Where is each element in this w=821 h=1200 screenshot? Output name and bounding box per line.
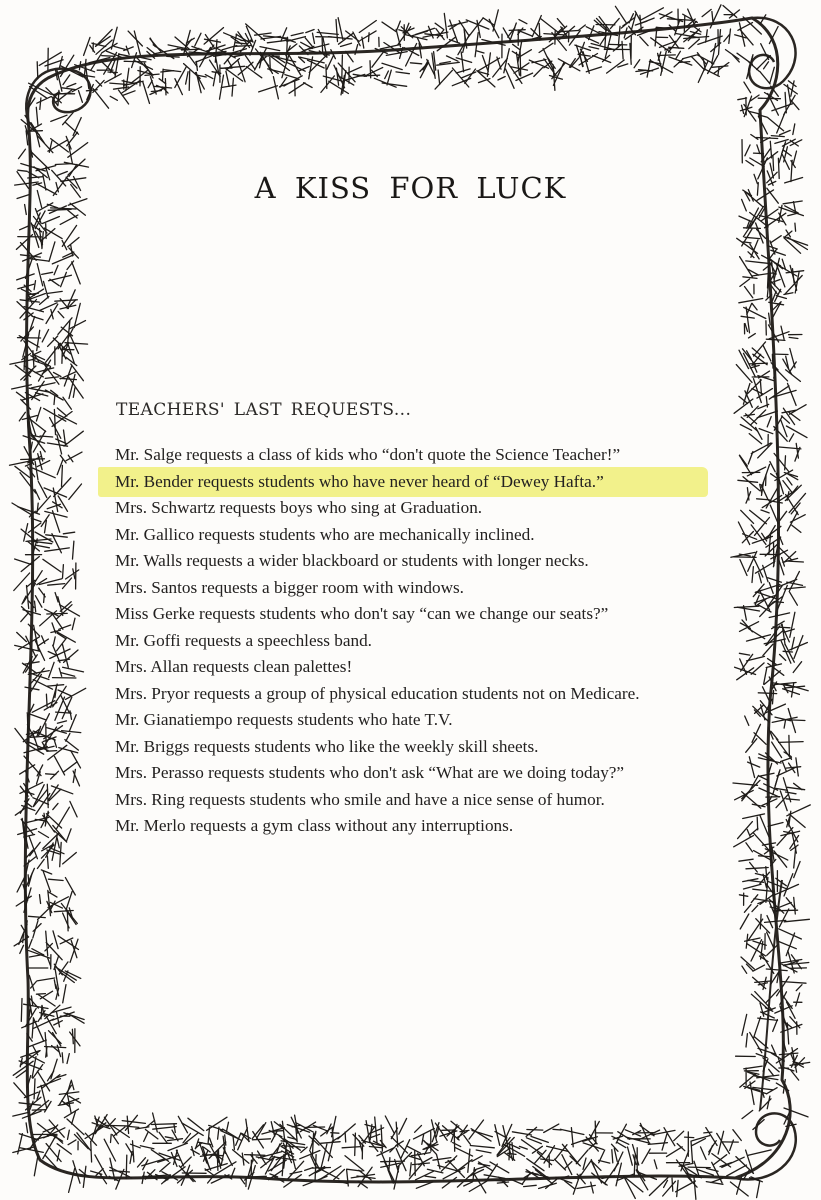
hatch-stroke xyxy=(595,1121,596,1144)
hatch-stroke xyxy=(688,1167,710,1168)
hatch-stroke xyxy=(787,1002,796,1018)
hatch-stroke xyxy=(760,914,761,928)
hatch-stroke xyxy=(624,1176,636,1198)
hatch-stroke xyxy=(795,223,796,231)
hatch-stroke xyxy=(185,39,192,48)
request-line xyxy=(0,442,821,469)
hatch-stroke xyxy=(685,1137,694,1138)
hatch-stroke xyxy=(744,228,761,229)
hatch-stroke xyxy=(124,47,133,51)
hatch-stroke xyxy=(251,1176,266,1177)
hatch-stroke xyxy=(342,55,343,79)
hatch-stroke xyxy=(770,236,781,243)
hatch-stroke xyxy=(777,941,796,949)
hatch-stroke xyxy=(108,72,117,73)
hatch-stroke xyxy=(788,383,797,405)
request-text: Mrs. Ring requests students who smile and have a nice sense of humor. xyxy=(115,789,605,809)
hatch-stroke xyxy=(119,54,130,56)
hatch-stroke xyxy=(91,1141,92,1162)
request-line-highlighted xyxy=(0,469,821,496)
request-line xyxy=(0,707,821,734)
request-text: Mrs. Pryor requests a group of physical education students not on Medicare. xyxy=(115,683,640,703)
hatch-stroke xyxy=(667,19,693,21)
hatch-stroke xyxy=(21,999,22,1022)
section-heading: TEACHERS' LAST REQUESTS... xyxy=(116,400,412,420)
hatch-stroke xyxy=(102,56,115,57)
hatch-stroke xyxy=(790,349,795,368)
hatch-stroke xyxy=(20,945,24,953)
hatch-stroke xyxy=(796,993,800,1006)
hatch-stroke xyxy=(786,370,801,382)
hatch-stroke xyxy=(306,30,314,33)
hatch-stroke xyxy=(163,69,164,80)
hatch-stroke xyxy=(758,98,780,99)
hatch-stroke xyxy=(704,1132,712,1133)
hatch-stroke xyxy=(14,1083,27,1098)
hatch-stroke xyxy=(165,79,166,95)
hatch-stroke xyxy=(729,10,739,18)
hatch-stroke xyxy=(539,24,540,41)
hatch-stroke xyxy=(241,40,253,41)
hatch-stroke xyxy=(313,33,315,43)
request-line xyxy=(0,495,821,522)
hatch-stroke xyxy=(791,1070,799,1080)
hatch-stroke xyxy=(189,71,190,91)
hatch-stroke xyxy=(346,31,360,41)
request-line xyxy=(0,548,821,575)
hatch-stroke xyxy=(19,149,26,158)
hatch-stroke xyxy=(54,396,55,404)
hatch-stroke xyxy=(591,1182,594,1193)
page-title: A KISS FOR LUCK xyxy=(254,171,567,205)
hatch-stroke xyxy=(609,44,627,45)
hatch-stroke xyxy=(509,30,525,31)
request-line xyxy=(0,734,821,761)
hatch-stroke xyxy=(794,897,796,914)
hatch-stroke xyxy=(768,117,784,130)
request-text: Miss Gerke requests students who don't say “can we change our seats?” xyxy=(115,604,609,623)
hatch-stroke xyxy=(195,33,201,46)
request-text: Mr. Walls requests a wider blackboard or students with longer necks. xyxy=(115,551,589,570)
hatch-stroke xyxy=(26,1123,28,1133)
request-text: Mrs. Santos requests a bigger room with windows. xyxy=(115,577,464,597)
request-text: Mr. Briggs requests students who like the weekly skill sheets. xyxy=(115,736,539,756)
hatch-stroke xyxy=(786,426,807,438)
request-line xyxy=(0,575,821,602)
request-text: Mrs. Allan requests clean palettes! xyxy=(115,657,353,676)
hatch-stroke xyxy=(217,1151,218,1171)
hatch-stroke xyxy=(663,1181,676,1196)
hatch-stroke xyxy=(397,21,401,30)
hatch-stroke xyxy=(23,934,24,943)
hatch-stroke xyxy=(774,910,798,911)
hatch-stroke xyxy=(610,18,619,28)
hatch-stroke xyxy=(16,392,27,400)
request-line xyxy=(0,654,821,681)
hatch-stroke xyxy=(34,1154,38,1176)
request-text: Mr. Merlo requests a gym class without any interruptions. xyxy=(115,816,514,835)
request-text: Mr. Goffi requests a speechless band. xyxy=(115,630,372,650)
hatch-stroke xyxy=(788,81,796,87)
hatch-stroke xyxy=(483,18,494,25)
hatch-stroke xyxy=(322,38,323,51)
request-text: Mrs. Perasso requests students who don't ask “What are we doing today?” xyxy=(115,763,625,782)
request-line xyxy=(0,522,821,549)
hatch-stroke xyxy=(684,16,685,31)
request-line xyxy=(0,760,821,787)
hatch-stroke xyxy=(47,856,48,868)
hatch-stroke xyxy=(772,354,773,368)
hatch-stroke xyxy=(789,337,798,338)
hatch-stroke xyxy=(658,55,675,56)
hatch-stroke xyxy=(791,100,799,110)
request-line xyxy=(0,813,821,840)
hatch-stroke xyxy=(777,370,788,381)
hatch-stroke xyxy=(780,903,792,908)
hatch-stroke xyxy=(84,37,90,55)
hatch-stroke xyxy=(36,994,45,995)
hatch-stroke xyxy=(39,52,61,65)
hatch-stroke xyxy=(62,1053,63,1063)
hatch-stroke xyxy=(770,141,771,158)
hatch-stroke xyxy=(72,1029,73,1043)
hatch-stroke xyxy=(222,46,237,50)
hatch-stroke xyxy=(519,31,532,36)
hatch-stroke xyxy=(712,12,713,23)
hatch-stroke xyxy=(781,420,787,436)
hatch-stroke xyxy=(126,1155,127,1179)
hatch-stroke xyxy=(370,61,371,78)
hatch-stroke xyxy=(382,22,396,32)
requests-list xyxy=(0,442,821,840)
hatch-stroke xyxy=(780,130,791,135)
hatch-stroke xyxy=(779,909,788,927)
hatch-stroke xyxy=(235,46,251,47)
hatch-stroke xyxy=(55,164,72,165)
hatch-stroke xyxy=(464,1182,473,1186)
hatch-stroke xyxy=(114,46,127,50)
hatch-stroke xyxy=(260,47,280,51)
hatch-stroke xyxy=(245,1155,265,1156)
hatch-stroke xyxy=(789,434,794,442)
hatch-stroke xyxy=(58,90,59,105)
hatch-stroke xyxy=(152,1124,177,1125)
hatch-stroke xyxy=(489,19,499,38)
hatch-stroke xyxy=(784,150,792,156)
hatch-stroke xyxy=(520,51,521,76)
request-line xyxy=(0,681,821,708)
request-text: Mrs. Schwartz requests boys who sing at Graduation. xyxy=(115,498,483,517)
hatch-stroke xyxy=(578,25,585,31)
hatch-stroke xyxy=(784,147,788,162)
hatch-stroke xyxy=(796,985,802,991)
hatch-stroke xyxy=(557,19,564,28)
hatch-stroke xyxy=(527,1130,543,1131)
hatch-stroke xyxy=(444,13,447,38)
hatch-stroke xyxy=(687,1177,697,1188)
hatch-stroke xyxy=(20,226,29,230)
hatch-stroke xyxy=(784,919,809,922)
hatch-stroke xyxy=(775,140,788,144)
request-text: Mr. Gianatiempo requests students who hate T.V. xyxy=(115,710,453,729)
request-line xyxy=(0,601,821,628)
hatch-stroke xyxy=(672,1178,673,1191)
hatch-stroke xyxy=(793,269,795,283)
hatch-stroke xyxy=(754,153,764,154)
hatch-stroke xyxy=(723,6,737,18)
hatch-stroke xyxy=(781,326,784,339)
hatch-stroke xyxy=(768,94,779,116)
hatch-stroke xyxy=(90,45,95,52)
hatch-stroke xyxy=(519,20,527,24)
request-text: Mr. Bender requests students who have never heard of “Dewey Hafta.” xyxy=(115,471,604,491)
hatch-stroke xyxy=(336,20,338,42)
hatch-stroke xyxy=(790,405,807,415)
request-text: Mr. Salge requests a class of kids who “don't quote the Science Teacher!” xyxy=(115,445,621,464)
hatch-stroke xyxy=(13,1112,29,1116)
hatch-stroke xyxy=(677,1180,678,1196)
hatch-stroke xyxy=(111,1134,112,1142)
hatch-stroke xyxy=(291,33,303,36)
hatch-stroke xyxy=(105,1125,127,1126)
hatch-stroke xyxy=(779,929,802,939)
hatch-stroke xyxy=(772,303,781,319)
hatch-stroke xyxy=(771,136,784,137)
hatch-stroke xyxy=(341,43,352,46)
hatch-stroke xyxy=(16,1070,27,1078)
hatch-stroke xyxy=(553,1129,561,1130)
hatch-stroke xyxy=(656,27,672,28)
hatch-stroke xyxy=(781,416,789,423)
hatch-stroke xyxy=(706,1182,723,1185)
hatch-stroke xyxy=(759,856,770,857)
hatch-stroke xyxy=(167,56,180,57)
hatch-stroke xyxy=(541,19,559,33)
hatch-stroke xyxy=(102,43,117,53)
hatch-stroke xyxy=(793,124,795,135)
hatch-stroke xyxy=(786,933,794,956)
hatch-stroke xyxy=(793,151,797,165)
hatch-stroke xyxy=(345,1132,346,1142)
hatch-stroke xyxy=(757,1181,760,1197)
hatch-stroke xyxy=(369,33,370,42)
hatch-stroke xyxy=(524,1185,537,1186)
request-line xyxy=(0,628,821,655)
hatch-stroke xyxy=(67,910,68,931)
hatch-stroke xyxy=(37,62,38,79)
hatch-stroke xyxy=(702,9,711,16)
hatch-stroke xyxy=(359,21,376,33)
request-line xyxy=(0,787,821,814)
hatch-stroke xyxy=(338,18,343,40)
hatch-stroke xyxy=(749,363,767,364)
request-text: Mr. Gallico requests students who are mechanically inclined. xyxy=(115,524,535,544)
hatch-stroke xyxy=(787,1023,788,1044)
hatch-stroke xyxy=(34,1079,35,1099)
